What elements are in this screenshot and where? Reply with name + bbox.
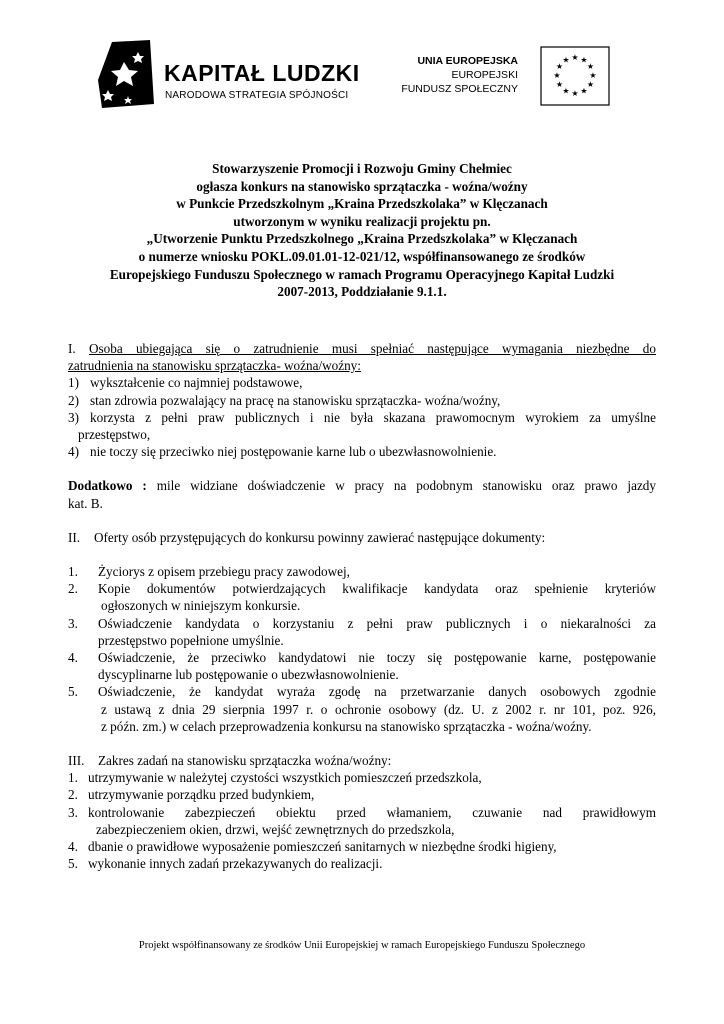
svg-text:★: ★ <box>580 86 588 96</box>
kapital-ludzki-subtitle: NARODOWA STRATEGIA SPÓJNOŚCI <box>165 90 349 101</box>
svg-text:★: ★ <box>562 55 570 65</box>
list-item <box>68 838 656 855</box>
list-item-number: 2. <box>68 787 78 803</box>
header-line: ogłasza konkurs na stanowisko sprzątaczka - woźna/woźny <box>196 178 528 194</box>
list-item-number: 3) <box>68 409 79 425</box>
list-item-number: 4) <box>68 444 79 460</box>
list-item-text-cont: zabezpieczeniem okien, drzwi, wejść zewnętrznych do przedszkola, <box>96 821 455 837</box>
list-item-text-cont: przestępstwo popełnione umyślnie. <box>98 632 284 648</box>
list-item-number: 5. <box>68 856 78 872</box>
eu-logo <box>401 46 610 110</box>
svg-text:★: ★ <box>586 62 595 71</box>
list-item-text: Oświadczenie, że przeciwko kandydatowi nie toczy się postępowanie karne, postępowanie <box>98 650 656 666</box>
list-item-text: Oświadczenie kandydata o korzystaniu z pełni praw publicznych i o niekaralności za <box>98 615 656 631</box>
list-item-number: 3. <box>68 615 78 631</box>
list-item-number: 4. <box>68 650 78 666</box>
list-item <box>68 615 656 649</box>
section2-roman: II. <box>68 529 81 545</box>
list-item-text-cont: ogłoszonych w niniejszym konkursie. <box>101 598 301 614</box>
section1-intro-line1: Osoba ubiegająca się o zatrudnienie musi spełniać następujące wymagania niezbędne do <box>88 341 656 356</box>
svg-text:★: ★ <box>553 71 561 80</box>
list-item-number: 2. <box>68 581 78 597</box>
list-item-number: 3. <box>68 804 78 820</box>
announcement-body <box>68 340 656 872</box>
list-item-number: 4. <box>68 839 78 855</box>
svg-text:★: ★ <box>586 80 595 89</box>
list-item-number: 5. <box>68 684 78 700</box>
list-item-text: Kopie dokumentów potwierdzających kwalifikacje kandydata oraz spełnienie kryteriów <box>98 581 656 597</box>
additional-text: mile widziane doświadczenie w pracy na podobnym stanowisku oraz prawo jazdy <box>156 478 656 494</box>
eu-flag-icon <box>540 46 610 106</box>
page-footer: Projekt współfinansowany ze środków Unii Europejskiej w ramach Europejskiego Funduszu Społecznego <box>138 940 586 951</box>
list-item <box>68 374 656 391</box>
list-item-text: korzysta z pełni praw publicznych i nie była skazana prawomocnym wyrokiem za umyślne <box>90 409 656 425</box>
additional-label: Dodatkowo : <box>68 478 147 494</box>
list-item-body <box>98 649 656 683</box>
svg-text:★: ★ <box>555 80 564 89</box>
list-item-body <box>78 409 656 443</box>
list-item <box>68 443 656 460</box>
eu-logo-line1: UNIA EUROPEJSKA <box>417 55 518 67</box>
section3-roman: III. <box>68 753 85 769</box>
list-item-body <box>98 615 656 649</box>
header-line: „Utworzenie Punktu Przedszkolnego „Kraina Przedszkolaka” w Klęczanach <box>146 231 578 247</box>
section2-intro-text: Oferty osób przystępujących do konkursu powinny zawierać następujące dokumenty: <box>94 529 546 545</box>
list-item-number: 2) <box>68 392 79 408</box>
eu-logo-line2: EUROPEJSKI <box>451 69 518 81</box>
additional-text-cont: kat. B. <box>68 495 103 511</box>
list-item-text: stan zdrowia pozwalający na pracę na stanowisku sprzątaczka- woźna/woźny, <box>90 392 501 408</box>
section1-intro <box>68 340 656 357</box>
header-line: 2007-2013, Poddziałanie 9.1.1. <box>277 284 447 300</box>
list-item-text-cont: dyscyplinarne lub postępowanie o ubezwłasnowolnienie. <box>98 667 399 683</box>
list-item-text: utrzymywanie w należytej czystości wszystkich pomieszczeń przedszkola, <box>88 770 482 786</box>
svg-text:★: ★ <box>589 71 597 80</box>
section3-intro-text: Zakres zadań na stanowisku sprzątaczka woźna/woźny: <box>98 753 392 769</box>
kapital-ludzki-symbol-icon <box>98 40 156 110</box>
list-item <box>68 683 656 735</box>
list-item-text: Życiorys z opisem przebiegu pracy zawodowej, <box>98 564 350 580</box>
svg-text:★: ★ <box>580 55 588 65</box>
list-item-number: 1. <box>68 564 78 580</box>
list-item-text: wykształcenie co najmniej podstawowe, <box>90 375 303 391</box>
list-item-body <box>98 580 656 614</box>
list-item <box>68 769 656 786</box>
list-item-body <box>88 804 656 838</box>
announcement-header <box>60 160 664 301</box>
list-item-text-cont: przestępstwo, <box>78 427 151 443</box>
svg-text:★: ★ <box>555 62 564 71</box>
svg-text:★: ★ <box>571 53 579 62</box>
list-item <box>68 786 656 803</box>
list-item-body <box>98 683 656 735</box>
list-item-text: dbanie o prawidłowe wyposażenie pomieszczeń sanitarnych w niezbędne środki higieny, <box>88 839 557 855</box>
header-line: Europejskiego Funduszu Społecznego w ramach Programu Operacyjnego Kapitał Ludzki <box>109 266 615 282</box>
additional-paragraph <box>68 477 656 494</box>
list-item <box>68 804 656 838</box>
section1-roman: I. <box>68 341 76 356</box>
header-line: w Punkcie Przedszkolnym „Kraina Przedszkolaka” w Klęczanach <box>176 196 548 212</box>
list-item <box>68 855 656 872</box>
header-line: Stowarzyszenie Promocji i Rozwoju Gminy Chełmiec <box>212 161 512 176</box>
kapital-ludzki-logo <box>98 40 358 110</box>
list-item <box>68 580 656 614</box>
section3-intro <box>68 752 656 769</box>
list-item-text: Oświadczenie, że kandydat wyraża zgodę na przetwarzanie danych osobowych zgodnie <box>98 684 656 700</box>
eu-logo-text <box>401 54 518 96</box>
header-line: o numerze wniosku POKL.09.01.01-12-021/12, współfinansowanego ze środków <box>138 248 586 264</box>
list-item-number: 1. <box>68 770 78 786</box>
list-item <box>68 649 656 683</box>
section1-intro-line2: zatrudnienia na stanowisku sprzątaczka- woźna/woźny: <box>68 358 361 374</box>
eu-logo-line3: FUNDUSZ SPOŁECZNY <box>401 83 518 95</box>
svg-text:★: ★ <box>562 86 570 96</box>
list-item-number: 1) <box>68 375 79 391</box>
list-item <box>68 392 656 409</box>
list-item-text: wykonanie innych zadań przekazywanych do realizacji. <box>88 856 383 872</box>
list-item <box>68 409 656 443</box>
list-item-text: kontrolowanie zabezpieczeń obiektu przed włamaniem, czuwanie nad prawidłowym <box>88 804 656 820</box>
list-item-text-cont: z ustawą z dnia 29 sierpnia 1997 r. o ochronie osobowy (dz. U. z 2002 r. nr 101, poz. 926, <box>101 701 656 717</box>
section2-intro <box>68 529 656 546</box>
list-item-text: nie toczy się przeciwko niej postępowanie karne lub o ubezwłasnowolnienie. <box>90 444 497 460</box>
header-line: utworzonym w wyniku realizacji projektu pn. <box>233 213 491 229</box>
list-item-text-cont: z późn. zm.) w celach przeprowadzenia konkursu na stanowisko sprzątaczka - woźna/woźny. <box>101 718 592 734</box>
svg-text:★: ★ <box>571 89 579 98</box>
kapital-ludzki-title: KAPITAŁ LUDZKI <box>164 60 360 86</box>
list-item <box>68 563 656 580</box>
list-item-text: utrzymywanie porządku przed budynkiem, <box>88 787 315 803</box>
section1-intro-cont <box>68 357 656 374</box>
